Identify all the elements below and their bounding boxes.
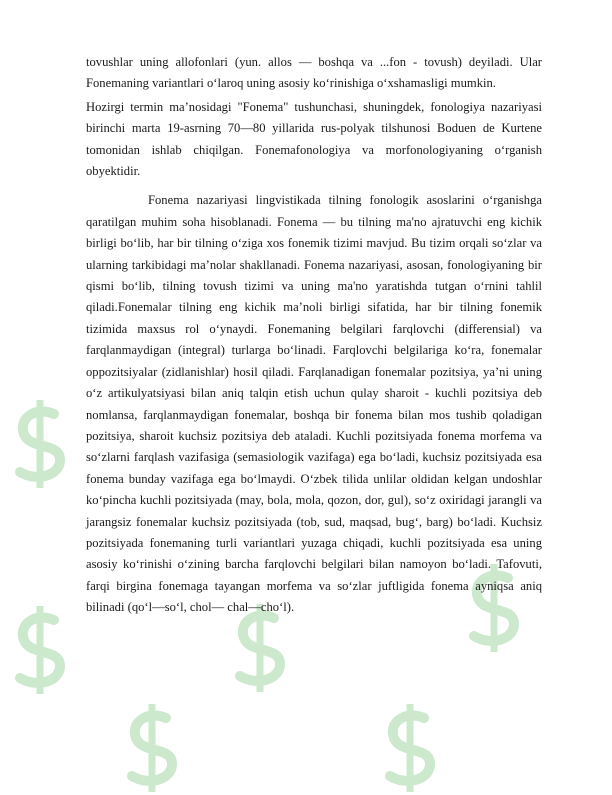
- watermark-icon: [376, 700, 446, 795]
- paragraph-allophones: tovushlar uning allofonlari (yun. allos — boshqa va ...fon - tovush) deyiladi. Ular Fonemaning variantlari o‘laroq uning asosiy ko‘rinishiga o‘xshamasligi mumkin.: [86, 55, 542, 91]
- paragraph-history: Hozirgi termin ma’nosidagi "Fonema" tushunchasi, shuningdek, fonologiya nazariyasi birinchi marta 19-asrning 70—80 yillarida rus-polyak tilshunosi Boduen de Kurtene tomonidan ishlab chiqilgan. Fonemafonologiya va morfonologiyaning o‘rganish obyektidir.: [86, 99, 542, 179]
- watermark-icon: [6, 602, 76, 697]
- watermark-icon: [6, 396, 76, 491]
- watermark-icon: [118, 700, 188, 795]
- document-body: [86, 52, 542, 619]
- paragraph-phoneme-theory: Fonema nazariyasi lingvistikada tilning fonologik asoslarini o‘rganishga qaratilgan muhim soha hisoblanadi. Fonema — bu tilning ma'no ajratuvchi eng kichik birligi bo‘lib, har bir tilning o‘ziga xos fonemik tizimi mavjud. Bu tizim orqali so‘zlar va ularning tarkibidagi ma’nolar shakllanadi. Fonema nazariyasi, asosan, fonologiyaning bir qismi bo‘lib, tilning tovush tizimi va uning ma'no yaratishda tutgan o‘rnini tahlil qiladi.Fonemalar tilning eng kichik ma’noli birligi sifatida, har bir tilning fonemik tizimida maxsus rol o‘ynaydi. Fonemaning belgilari farqlovchi (differensial) va farqlanmaydigan (integral) turlarga bo‘linadi. Farqlovchi belgilariga ko‘ra, fonemalar oppozitsiyalar (zidlanishlar) hosil qiladi. Farqlanadigan fonemalar pozitsiya, ya’ni uning o‘z artikulyatsiyasi bilan aniq talqin etish uchun qulay sharoit - kuchli pozitsiya deb nomlansa, farqlanmaydigan fonemalar, boshqa bir fonema bilan mos tushib qoladigan pozitsiya, sharoit kuchsiz pozitsiya deb ataladi. Kuchli pozitsiyada fonema morfema va so‘zlarni farqlash vazifasiga (semasiologik vazifaga) ega bo‘ladi, kuchsiz pozitsiyada esa fonema bunday vazifaga ega bo‘lmaydi. O‘zbek tilida unlilar oldidan kelgan undoshlar ko‘pincha kuchli pozitsiyada (may, bola, mola, qozon, dor, gul), so‘z oxiridagi jarangli va jarangsiz fonemalar kuchsiz pozitsiyada (tob, sud, maqsad, bug‘, barg) bo‘ladi. Kuchsiz pozitsiyada fonemaning turli variantlari yuzaga chiqadi, kuchli pozitsiyada esa uning asosiy ko‘rinishi o‘zining barcha farqlovchi belgilari bilan namoyon bo‘ladi. Tafovuti, farqi birgina fonemaga tayangan morfema va so‘zlar juftligida fonema ayniqsa aniq bilinadi (qo‘l—so‘l, chol— chal—cho‘l).: [86, 193, 542, 615]
